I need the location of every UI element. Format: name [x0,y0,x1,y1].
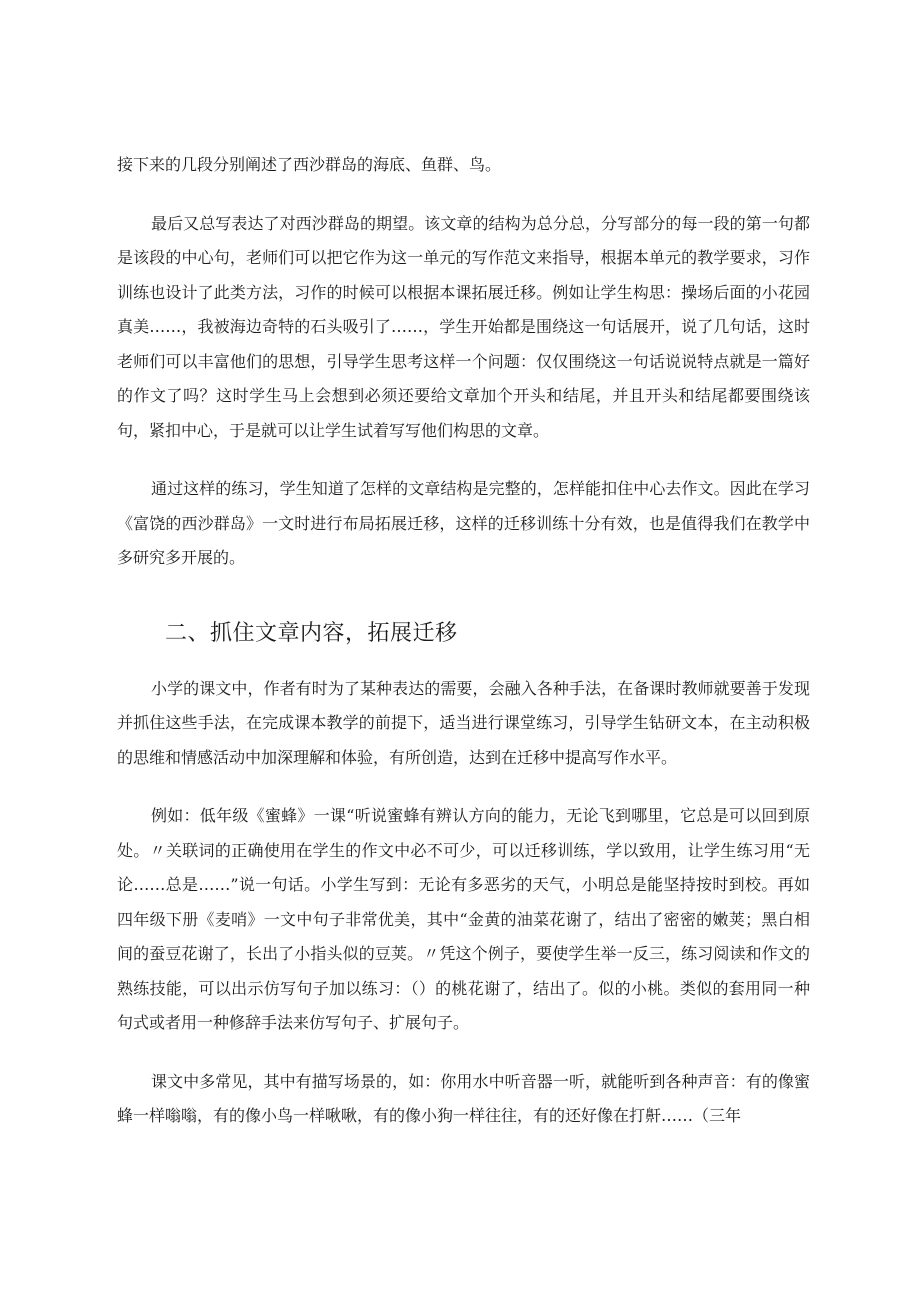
paragraph-section-intro: 小学的课文中，作者有时为了某种表达的需要，会融入各种手法，在备课时教师就要善于发现并抓住这些手法，在完成课本教学的前提下，适当进行课堂练习，引导学生钻研文本，在主动积极的思维和情感活动中加深理解和体验，有所创造，达到在迁移中提高写作水平。 [117,678,810,767]
paragraph-scene-description: 课文中多常见，其中有描写场景的，如：你用水中听音器一听，就能听到各种声音：有的像蜜蜂一样嗡嗡，有的像小鸟一样啾啾，有的像小狗一样往往，有的还好像在打鼾……（三年 [117,1071,810,1125]
paragraph-structure-analysis: 最后又总写表达了对西沙群岛的期望。该文章的结构为总分总，分写部分的每一段的第一句都是该段的中心句，老师们可以把它作为这一单元的写作范文来指导，根据本单元的教学要求，习作训练也设计了此类方法，习作的时候可以根据本课拓展迁移。例如让学生构思：操场后面的小花园真美……，我被海边奇特的石头吸引了……，学生开始都是围绕这一句话展开，说了几句话，这时老师们可以丰富他们的思想，引导学生思考这样一个问题：仅仅围绕这一句话说说特点就是一篇好的作文了吗？这时学生马上会想到必须还要给文章加个开头和结尾，并且开头和结尾都要围绕该句，紧扣中心，于是就可以让学生试着写写他们构思的文章。 [117,213,810,440]
paragraph-continuation: 接下来的几段分别阐述了西沙群岛的海底、鱼群、鸟。 [117,155,502,174]
paragraph-practice-summary: 通过这样的练习，学生知道了怎样的文章结构是完整的，怎样能扣住中心去作文。因此在学习《富饶的西沙群岛》一文时进行布局拓展迁移，这样的迁移训练十分有效，也是值得我们在教学中多研究多开展的。 [117,479,810,567]
document-page [117,148,810,1134]
paragraph-examples: 例如：低年级《蜜蜂》一课“听说蜜蜂有辨认方向的能力，无论飞到哪里，它总是可以回到原处。〃关联词的正确使用在学生的作文中必不可少，可以迁移训练，学以致用，让学生练习用“无论……总是……”说一句话。小学生写到：无论有多恶劣的天气，小明总是能坚持按时到校。再如四年级下册《麦哨》一文中句子非常优美，其中“金黄的油菜花谢了，结出了密密的嫩荚；黑白相间的蚕豆花谢了，长出了小指头似的豆荚。〃凭这个例子，要使学生举一反三，练习阅读和作文的熟练技能，可以出示仿写句子加以练习：（）的桃花谢了，结出了。似的小桃。类似的套用同一种句式或者用一种修辞手法来仿写句子、扩展句子。 [117,806,810,1032]
section-heading: 二、抓住文章内容，拓展迁移 [165,620,458,646]
